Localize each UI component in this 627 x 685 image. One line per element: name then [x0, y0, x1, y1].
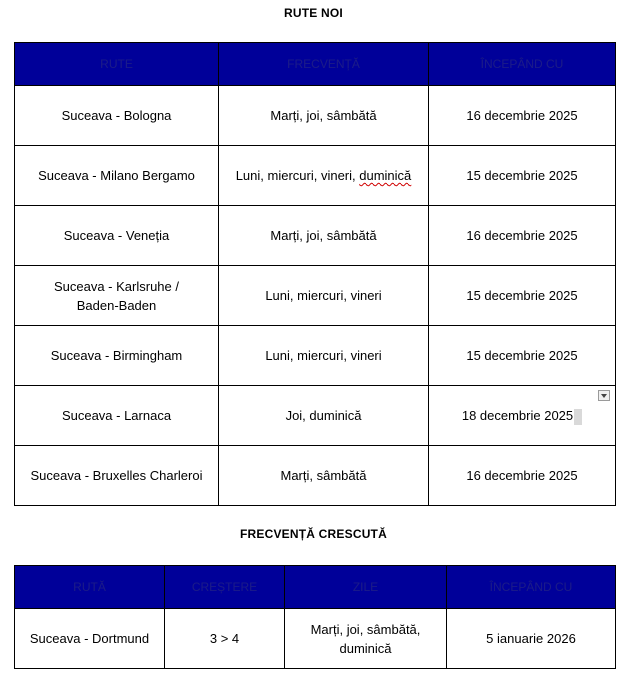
- new-routes-table: [14, 42, 616, 506]
- route-cell: [15, 266, 219, 326]
- table-header-row: [15, 43, 616, 86]
- frequency-cell: Marți, joi, sâmbătă: [219, 206, 429, 266]
- table-row: [15, 266, 616, 326]
- header-start-date: ÎNCEPÂND CU: [429, 43, 616, 86]
- frequency-cell: Luni, miercuri, vineri: [219, 266, 429, 326]
- spellcheck-flagged-word[interactable]: duminică: [359, 168, 412, 183]
- days-line: Marți, joi, sâmbătă,: [310, 621, 421, 637]
- frequency-cell: Luni, miercuri, vineri: [219, 326, 429, 386]
- route-cell: Suceava - Bruxelles Charleroi: [15, 446, 219, 506]
- table-row: [15, 609, 616, 669]
- frequency-cell: Marți, joi, sâmbătă: [219, 86, 429, 146]
- table-row: [15, 446, 616, 506]
- route-cell: Suceava - Veneția: [15, 206, 219, 266]
- route-cell: Suceava - Milano Bergamo: [15, 146, 219, 206]
- frequency-cell: Joi, duminică: [219, 386, 429, 446]
- header-frequency: FRECVENȚĂ: [219, 43, 429, 86]
- start-date-cell: 5 ianuarie 2026: [447, 609, 616, 669]
- route-cell: Suceava - Larnaca: [15, 386, 219, 446]
- header-routes: RUTE: [15, 43, 219, 86]
- start-date-cell: 16 decembrie 2025: [429, 206, 616, 266]
- frequency-cell: Marți, sâmbătă: [219, 446, 429, 506]
- route-cell: Suceava - Dortmund: [15, 609, 165, 669]
- increased-frequency-table: [14, 565, 616, 669]
- header-days: ZILE: [285, 566, 447, 609]
- start-date-text: 18 decembrie 2025: [461, 408, 574, 423]
- start-date-cell[interactable]: [429, 386, 616, 446]
- route-cell: Suceava - Bologna: [15, 86, 219, 146]
- header-increase: CREȘTERE: [165, 566, 285, 609]
- table-row: [15, 206, 616, 266]
- start-date-cell: 16 decembrie 2025: [429, 86, 616, 146]
- start-date-cell: 15 decembrie 2025: [429, 266, 616, 326]
- header-start-date: ÎNCEPÂND CU: [447, 566, 616, 609]
- days-line: duminică: [339, 640, 392, 656]
- table-row: [15, 146, 616, 206]
- start-date-cell: 15 decembrie 2025: [429, 326, 616, 386]
- start-date-cell: 15 decembrie 2025: [429, 146, 616, 206]
- frequency-cell: [219, 146, 429, 206]
- section-title-new-routes: RUTE NOI: [284, 6, 343, 20]
- days-cell: [285, 609, 447, 669]
- table-row: [15, 86, 616, 146]
- route-line: Baden-Baden: [76, 297, 157, 313]
- header-route: RUTĂ: [15, 566, 165, 609]
- content-control-end-marker: [574, 409, 582, 425]
- frequency-text: Luni, miercuri, vineri,: [235, 168, 360, 183]
- table-row: [15, 386, 616, 446]
- increase-cell: 3 > 4: [165, 609, 285, 669]
- dropdown-arrow-icon[interactable]: [598, 390, 610, 401]
- table-header-row: [15, 566, 616, 609]
- table-row: [15, 326, 616, 386]
- route-line: Suceava - Karlsruhe /: [53, 278, 179, 294]
- start-date-cell: 16 decembrie 2025: [429, 446, 616, 506]
- route-cell: Suceava - Birmingham: [15, 326, 219, 386]
- section-title-increased-frequency: FRECVENȚĂ CRESCUTĂ: [240, 527, 387, 541]
